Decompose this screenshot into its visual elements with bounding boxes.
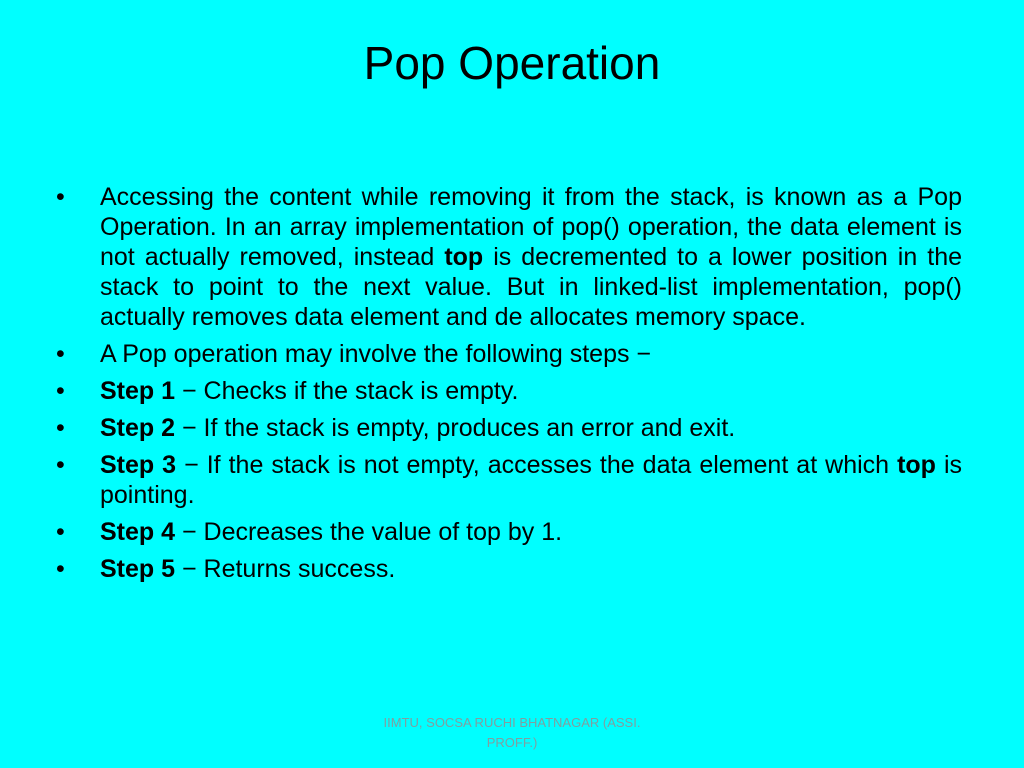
step-label: Step 3 [100,451,177,479]
bullet-icon: • [56,518,65,546]
list-item [52,376,962,406]
bullet-text: − Checks if the stack is empty. [175,377,519,405]
bullet-icon: • [56,414,65,442]
slide-footer: IIMTU, SOCSA RUCHI BHATNAGAR (ASSI. PROFF.) [383,715,641,750]
list-item [52,517,962,547]
step-label: Step 2 [100,414,176,442]
bullet-text: Accessing the content while removing it from the stack, is known as a Pop Operation. In an array implementation of pop() operation, the data element is not actually removed, instead [100,183,962,271]
bullet-icon: • [56,451,65,479]
bullet-text: is decremented to a lower position in the stack to point to the next value. But in linked-list implementation, pop() actually removes data element and de allocates memory space. [100,243,962,331]
bullet-text: − Decreases the value of top by 1. [175,518,563,546]
bullet-text: − If the stack is empty, produces an error and exit. [175,414,736,442]
bullet-text: A Pop operation may involve the following steps − [100,340,652,368]
bullet-text: − If the stack is not empty, accesses the data element at which [176,451,898,479]
bullet-icon: • [56,183,65,211]
slide-title: Pop Operation [363,37,661,89]
bullet-text: − Returns success. [175,555,396,583]
list-item [52,450,962,510]
bullet-text: is pointing. [100,451,963,509]
list-item [52,339,962,369]
bullet-icon: • [56,340,65,368]
list-item [52,413,962,443]
bold-keyword: top [897,451,936,479]
list-item [52,182,962,332]
step-label: Step 5 [100,555,176,583]
bullet-list [52,182,962,591]
bold-keyword: top [444,243,484,271]
step-label: Step 1 [100,377,176,405]
bullet-icon: • [56,377,65,405]
step-label: Step 4 [100,518,176,546]
list-item [52,554,962,584]
bullet-icon: • [56,555,65,583]
